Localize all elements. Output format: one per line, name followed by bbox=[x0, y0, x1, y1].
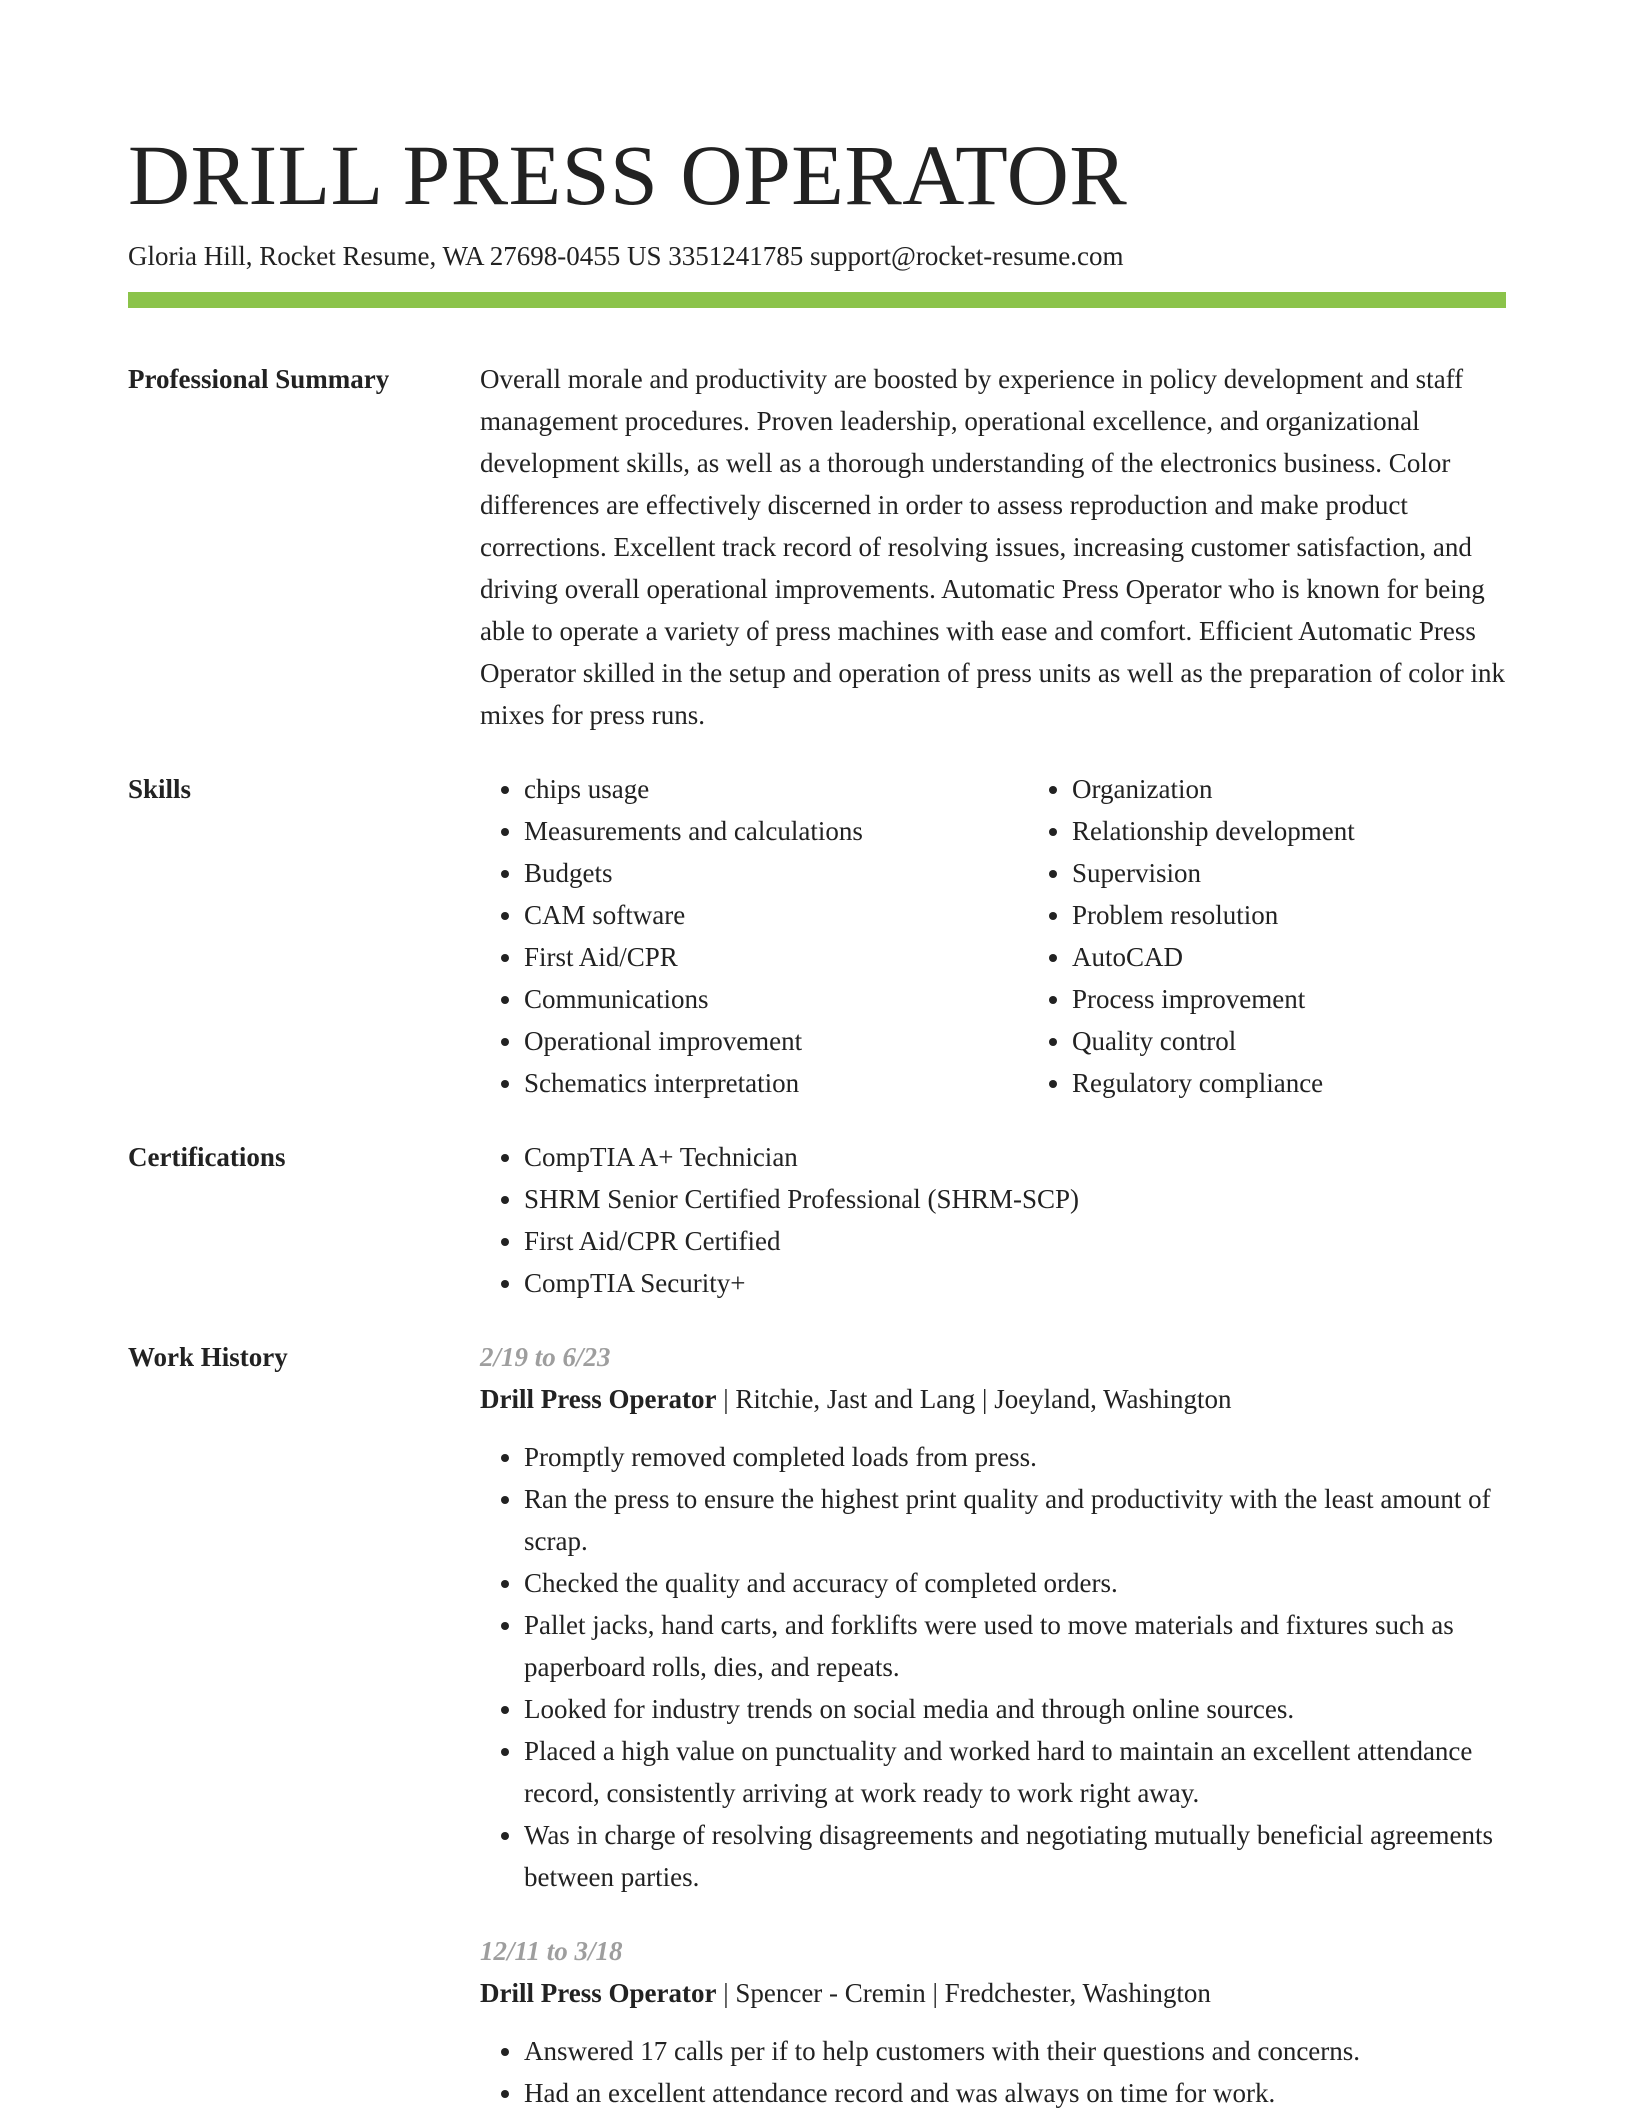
header-divider bbox=[128, 292, 1506, 308]
job-bullet: • Was in charge of resolving disagreements and negotiating mutually beneficial agreements between parties. bbox=[524, 1814, 1506, 1898]
contact-email: support@rocket-resume.com bbox=[809, 241, 1124, 271]
job-entry bbox=[480, 1930, 1506, 2114]
job-bullet: • Checked the quality and accuracy of completed orders. bbox=[524, 1562, 1506, 1604]
skill-item: • chips usage bbox=[524, 768, 1028, 810]
certifications-label: Certifications bbox=[128, 1142, 286, 1172]
skill-item: • Relationship development bbox=[1072, 810, 1506, 852]
job-details: | Ritchie, Jast and Lang | Joeyland, Washington bbox=[716, 1384, 1232, 1414]
job-entry bbox=[480, 1336, 1506, 1898]
summary-text: Overall morale and productivity are boosted by experience in policy development and staff management procedures. Proven leadership, operational excellence, and organizational development skills, as well as a thorough understanding of the electronics business. Color differences are effectively discerned in order to assess reproduction and make product corrections. Excellent track record of resolving issues, increasing customer satisfaction, and driving overall operational improvements. Automatic Press Operator who is known for being able to operate a variety of press machines with ease and comfort. Efficient Automatic Press Operator skilled in the setup and operation of press units as well as the preparation of color ink mixes for press runs. bbox=[480, 364, 1505, 730]
skill-item: • Communications bbox=[524, 978, 1028, 1020]
skill-item: • Schematics interpretation bbox=[524, 1062, 1028, 1104]
skill-item: • Organization bbox=[1072, 768, 1506, 810]
skill-item: • Regulatory compliance bbox=[1072, 1062, 1506, 1104]
skills-section bbox=[128, 768, 1506, 1104]
skill-item: • First Aid/CPR bbox=[524, 936, 1028, 978]
job-bullets bbox=[480, 1436, 1506, 1898]
job-dates: 2/19 to 6/23 bbox=[480, 1342, 611, 1372]
resume-title: DRILL PRESS OPERATOR bbox=[128, 127, 1128, 223]
certifications-section bbox=[128, 1136, 1506, 1304]
skill-item: • Operational improvement bbox=[524, 1020, 1028, 1062]
contact-location: Rocket Resume, WA 27698-0455 US bbox=[259, 241, 662, 271]
skill-item: • Quality control bbox=[1072, 1020, 1506, 1062]
job-bullet: • Promptly removed completed loads from press. bbox=[524, 1436, 1506, 1478]
job-bullet: • Placed a high value on punctuality and worked hard to maintain an excellent attendance record, consistently arriving at work ready to work right away. bbox=[524, 1730, 1506, 1814]
skills-list-right bbox=[1028, 768, 1506, 1104]
skill-item: • Budgets bbox=[524, 852, 1028, 894]
skills-list-left bbox=[480, 768, 1028, 1104]
contact-line bbox=[128, 236, 1506, 276]
summary-section bbox=[128, 358, 1506, 736]
job-bullets bbox=[480, 2030, 1506, 2114]
job-dates: 12/11 to 3/18 bbox=[480, 1936, 623, 1966]
job-bullet: • Had an excellent attendance record and was always on time for work. bbox=[524, 2072, 1506, 2114]
summary-label: Professional Summary bbox=[128, 364, 390, 394]
job-bullet: • Answered 17 calls per if to help customers with their questions and concerns. bbox=[524, 2030, 1506, 2072]
job-heading bbox=[480, 1378, 1506, 1420]
job-bullet: • Pallet jacks, hand carts, and forklifts were used to move materials and fixtures such as paperboard rolls, dies, and repeats. bbox=[524, 1604, 1506, 1688]
skill-item: • CAM software bbox=[524, 894, 1028, 936]
skill-item: • Problem resolution bbox=[1072, 894, 1506, 936]
job-bullet: • Looked for industry trends on social media and through online sources. bbox=[524, 1688, 1506, 1730]
skills-label: Skills bbox=[128, 774, 192, 804]
certifications-list bbox=[480, 1136, 1506, 1304]
certification-item: • First Aid/CPR Certified bbox=[524, 1220, 1506, 1262]
skill-item: • Process improvement bbox=[1072, 978, 1506, 1020]
skill-item: • Measurements and calculations bbox=[524, 810, 1028, 852]
job-heading bbox=[480, 1972, 1506, 2014]
job-title: Drill Press Operator bbox=[480, 1384, 717, 1414]
job-details: | Spencer - Cremin | Fredchester, Washington bbox=[716, 1978, 1211, 2008]
job-title: Drill Press Operator bbox=[480, 1978, 717, 2008]
contact-phone: 3351241785 bbox=[668, 241, 804, 271]
resume-page bbox=[128, 120, 1506, 2114]
work-history-section bbox=[128, 1336, 1506, 2114]
work-history-label: Work History bbox=[128, 1342, 288, 1372]
contact-person: Gloria Hill, bbox=[128, 241, 253, 271]
job-bullet: • Ran the press to ensure the highest print quality and productivity with the least amount of scrap. bbox=[524, 1478, 1506, 1562]
skill-item: • Supervision bbox=[1072, 852, 1506, 894]
certification-item: • CompTIA A+ Technician bbox=[524, 1136, 1506, 1178]
certification-item: • CompTIA Security+ bbox=[524, 1262, 1506, 1304]
skill-item: • AutoCAD bbox=[1072, 936, 1506, 978]
certification-item: • SHRM Senior Certified Professional (SHRM-SCP) bbox=[524, 1178, 1506, 1220]
